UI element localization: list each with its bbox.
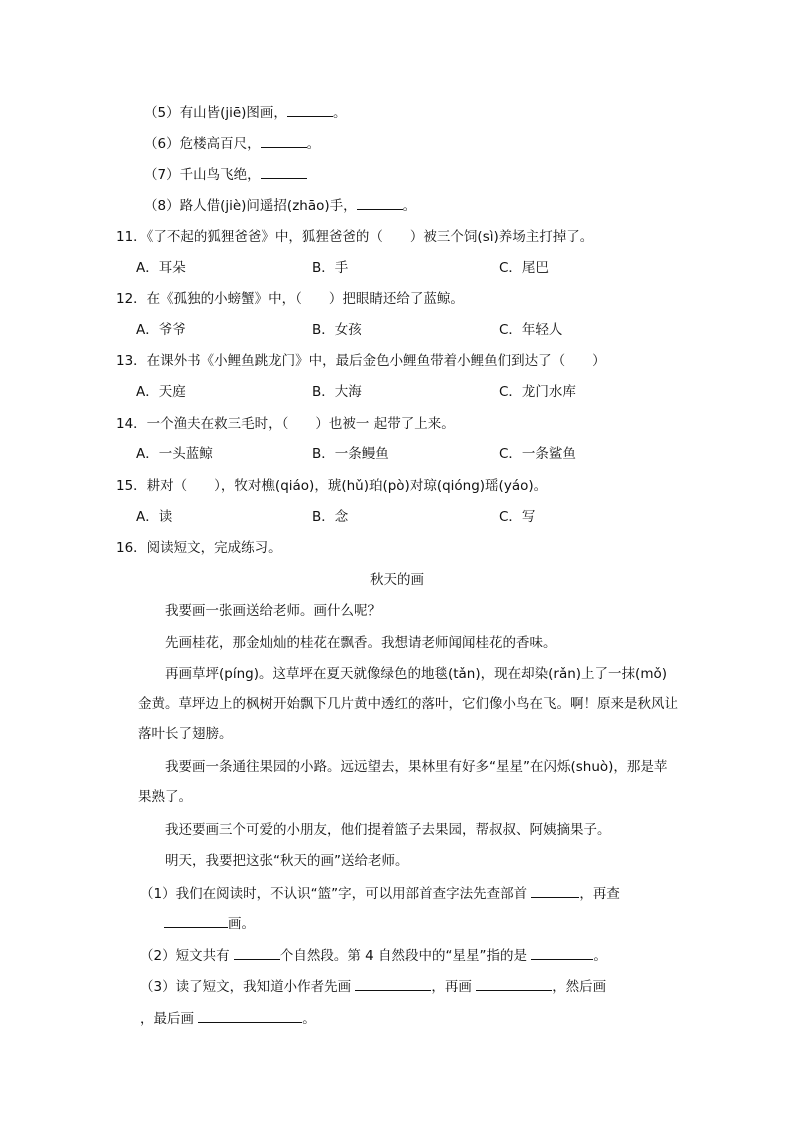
poem-line-5 <box>144 102 346 123</box>
question-stem: 13．在课外书《小鲤鱼跳龙门》中，最后金色小鲤鱼带着小鲤鱼们到达了（ ） <box>116 353 606 369</box>
question-stem: 14．一个渔夫在救三毛时，（ ）也被一 起带了上来。 <box>116 416 455 432</box>
sub-question-text: 。 <box>302 1011 316 1027</box>
option-a[interactable]: A．耳朵 <box>136 260 186 276</box>
passage-paragraph: 明天，我要把这张“秋天的画”送给老师。 <box>165 853 409 869</box>
answer-blank[interactable] <box>261 164 307 179</box>
option-b[interactable]: B．手 <box>312 260 349 276</box>
question-stem: 11．《了不起的狐狸爸爸》中，狐狸爸爸的（ ）被三个饲(sì)养场主打掉了。 <box>116 229 594 245</box>
answer-blank[interactable] <box>198 1008 302 1023</box>
poem-end: 。 <box>402 198 417 214</box>
sub-question-text: （3）读了短文，我知道小作者先画 <box>140 979 356 995</box>
option-a[interactable]: A．一头蓝鲸 <box>136 446 213 462</box>
passage-paragraph: 我还要画三个可爱的小朋友，他们提着篮子去果园，帮叔叔、阿姨摘果子。 <box>165 822 611 838</box>
passage-paragraph: 再画草坪(píng)。这草坪在夏天就像绿色的地毯(tǎn)，现在却染(rǎn)上了一抹(mǒ)金黄。草坪边上的枫树开始飘下几片黄中透红的落叶，它们像小鸟在飞。啊！原来是秋风让落叶长了翅膀。 <box>138 666 678 742</box>
option-c[interactable]: C．写 <box>499 509 536 525</box>
answer-blank[interactable] <box>234 945 280 960</box>
option-a[interactable]: A．爷爷 <box>136 322 186 338</box>
answer-blank[interactable] <box>357 195 403 210</box>
answer-blank[interactable] <box>476 976 552 991</box>
poem-text: （8）路人借(jiè)问遥招(zhāo)手， <box>144 198 357 214</box>
answer-blank[interactable] <box>531 883 579 898</box>
answer-blank[interactable] <box>164 913 228 928</box>
sub-question-2 <box>140 945 607 966</box>
option-c[interactable]: C．尾巴 <box>499 260 549 276</box>
option-a[interactable]: A．天庭 <box>136 384 186 400</box>
question-stem: 12．在《孤独的小螃蟹》中，（ ）把眼睛还给了蓝鲸。 <box>116 291 464 307</box>
sub-question-text: ，然后画 <box>552 979 607 995</box>
passage-paragraph: 我要画一条通往果园的小路。远远望去，果林里有好多“星星”在闪烁(shuò)，那是苹果熟了。 <box>138 759 668 805</box>
option-b[interactable]: B．念 <box>312 509 349 525</box>
answer-blank[interactable] <box>261 133 307 148</box>
passage-title: 秋天的画 <box>370 572 424 588</box>
poem-text: （7）千山鸟飞绝， <box>144 167 261 183</box>
answer-blank[interactable] <box>531 945 593 960</box>
sub-question-text: ，再画 <box>431 979 477 995</box>
option-c[interactable]: C．年轻人 <box>499 322 563 338</box>
answer-blank[interactable] <box>287 102 333 117</box>
sub-question-3 <box>140 976 606 997</box>
option-c[interactable]: C．一条鲨鱼 <box>499 446 576 462</box>
poem-line-6 <box>144 133 320 154</box>
option-b[interactable]: B．一条鳗鱼 <box>312 446 389 462</box>
sub-question-text: ，再查 <box>579 886 620 902</box>
poem-line-8 <box>144 195 416 216</box>
poem-end: 。 <box>306 136 321 152</box>
sub-question-1 <box>140 883 620 904</box>
option-a[interactable]: A．读 <box>136 509 173 525</box>
sub-question-text: （1）我们在阅读时，不认识“篮”字，可以用部首查字法先查部首 <box>140 886 532 902</box>
passage-paragraph: 先画桂花，那金灿灿的桂花在飘香。我想请老师闻闻桂花的香味。 <box>165 635 557 651</box>
question-stem: 16．阅读短文，完成练习。 <box>116 540 282 556</box>
sub-question-text: 画。 <box>228 916 255 932</box>
question-stem: 15．耕对（ ），牧对樵(qiáo)，琥(hǔ)珀(pò)对琼(qióng)瑶(yáo)。 <box>116 478 548 494</box>
sub-question-text: 。 <box>593 948 607 964</box>
sub-question-1-continued <box>164 913 255 934</box>
sub-question-text: 个自然段。第 4 自然段中的“星星”指的是 <box>279 948 532 964</box>
sub-question-text: （2）短文共有 <box>140 948 234 964</box>
answer-blank[interactable] <box>355 976 431 991</box>
sub-question-text: ，最后画 <box>140 1011 199 1027</box>
passage-paragraph: 我要画一张画送给老师。画什么呢？ <box>165 603 381 619</box>
poem-text: （6）危楼高百尺， <box>144 136 261 152</box>
sub-question-3-continued <box>140 1008 316 1029</box>
poem-line-7 <box>144 164 307 185</box>
poem-text: （5）有山皆(jiē)图画， <box>144 105 287 121</box>
poem-end: 。 <box>332 105 347 121</box>
option-b[interactable]: B．女孩 <box>312 322 362 338</box>
option-b[interactable]: B．大海 <box>312 384 362 400</box>
option-c[interactable]: C．龙门水库 <box>499 384 576 400</box>
